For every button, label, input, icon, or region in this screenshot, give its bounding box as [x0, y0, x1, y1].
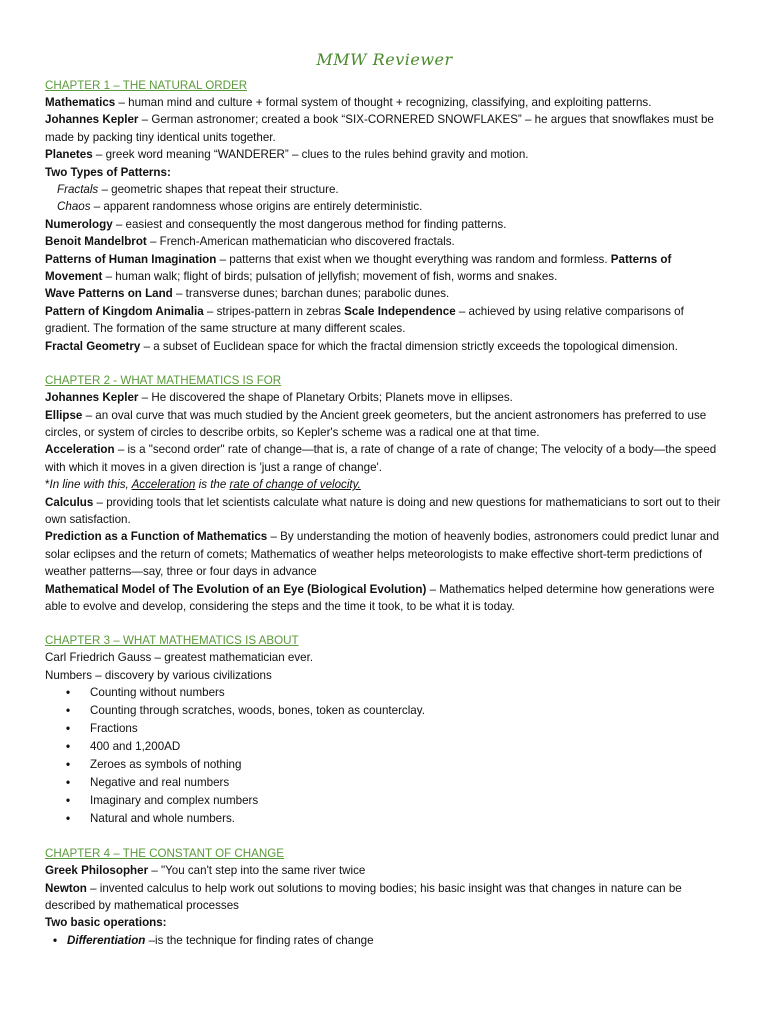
entry-mandelbrot: Benoit Mandelbrot – French-American mathematician who discovered fractals.: [45, 235, 455, 249]
list-item: • Differentiation –is the technique for finding rates of change: [67, 932, 724, 950]
chapter-3-heading: CHAPTER 3 – WHAT MATHEMATICS IS ABOUT: [45, 634, 299, 648]
spacer: [45, 615, 724, 632]
entry-animalia: Pattern of Kingdom Animalia – stripes-pattern in zebras Scale Independence – achieved by using relative comparisons of gradient. The formation of the same structure at many different scales.: [45, 304, 684, 336]
chapter-2-heading: CHAPTER 2 - WHAT MATHEMATICS IS FOR: [45, 374, 282, 388]
entry-wave: Wave Patterns on Land – transverse dunes; barchan dunes; parabolic dunes.: [45, 287, 450, 301]
entry-kepler: Johannes Kepler – German astronomer; created a book “SIX-CORNERED SNOWFLAKES” – he argues that snowflakes must be made by packing tiny identical units together.: [45, 113, 714, 144]
list-item: • Natural and whole numbers.: [90, 810, 724, 828]
entry-chaos: Chaos – apparent randomness whose origins are entirely deterministic.: [57, 200, 423, 214]
entry-prediction: Prediction as a Function of Mathematics – By understanding the motion of heavenly bodies, astronomers could predict lunar and solar eclipses and the return of comets; Mathematics of weather helps meteorologists to make effective short-term predictions of weather patterns—say, three or four days in advance: [45, 530, 720, 579]
entry-two-operations: Two basic operations:: [45, 916, 167, 930]
entry-eye-model: Mathematical Model of The Evolution of an Eye (Biological Evolution) – Mathematics helped determine how generations were able to evolve and develop, considering the steps and the time it took, to be what it is today.: [45, 582, 715, 613]
entry-mathematics: Mathematics – human mind and culture + formal system of thought + recognizing, classifying, and exploiting patterns.: [45, 96, 652, 109]
list-item: • Negative and real numbers: [90, 774, 724, 792]
list-item: • Fractions: [90, 720, 724, 738]
entry-acceleration: Acceleration – is a "second order" rate of change—that is, a rate of change of a rate of change; The velocity of a body—the speed with which it moves in a given direction is 'just a range of change'.: [45, 443, 717, 474]
numbers-list: [45, 684, 724, 828]
operations-list: [45, 932, 724, 950]
entry-gauss: Carl Friedrich Gauss – greatest mathematician ever.: [45, 651, 314, 665]
entry-numbers: Numbers – discovery by various civilizations: [45, 668, 272, 682]
chapter-4-heading: CHAPTER 4 – THE CONSTANT OF CHANGE: [45, 847, 284, 861]
list-item: • Imaginary and complex numbers: [90, 792, 724, 810]
chapter-1-heading: CHAPTER 1 – THE NATURAL ORDER: [45, 79, 248, 92]
entry-greek-philosopher: Greek Philosopher – "You can't step into the same river twice: [45, 864, 366, 878]
entry-fractal-geometry: Fractal Geometry – a subset of Euclidean space for which the fractal dimension strictly exceeds the topological dimension.: [45, 339, 678, 353]
entry-imagination: Patterns of Human Imagination – patterns that exist when we thought everything was random and formless. Patterns of Movement – human walk; flight of birds; pulsation of jellyfish; movement of fish, worms and snakes.: [45, 252, 672, 284]
list-item: • 400 and 1,200AD: [90, 738, 724, 756]
entry-note: *In line with this, Acceleration is the rate of change of velocity.: [45, 478, 361, 492]
spacer: [45, 828, 724, 845]
entry-kepler-orbits: Johannes Kepler – He discovered the shape of Planetary Orbits; Planets move in ellipses.: [45, 391, 513, 405]
entry-planetes: Planetes – greek word meaning “WANDERER” – clues to the rules behind gravity and motion.: [45, 148, 529, 162]
page-title: MMW Reviewer: [316, 50, 453, 69]
entry-numerology: Numerology – easiest and consequently the most dangerous method for finding patterns.: [45, 217, 507, 231]
entry-two-types: Two Types of Patterns:: [45, 165, 171, 179]
entry-ellipse: Ellipse – an oval curve that was much studied by the Ancient greek geometers, but the ancient astronomers has preferred to use circles, or system of circles to describe orbits, so Kepler's scheme was a radical one at that time.: [45, 408, 707, 439]
entry-calculus: Calculus – providing tools that let scientists calculate what nature is doing and new questions for mathematicians to sort out to their own satisfaction.: [45, 495, 721, 526]
list-item: • Zeroes as symbols of nothing: [90, 756, 724, 774]
spacer: [45, 355, 724, 372]
list-item: • Counting without numbers: [90, 684, 724, 702]
list-item: • Counting through scratches, woods, bones, token as counterclay.: [90, 702, 724, 720]
entry-newton: Newton – invented calculus to help work out solutions to moving bodies; his basic insight was that changes in nature can be described by mathematical processes: [45, 881, 682, 912]
entry-fractals: Fractals – geometric shapes that repeat their structure.: [57, 183, 339, 197]
